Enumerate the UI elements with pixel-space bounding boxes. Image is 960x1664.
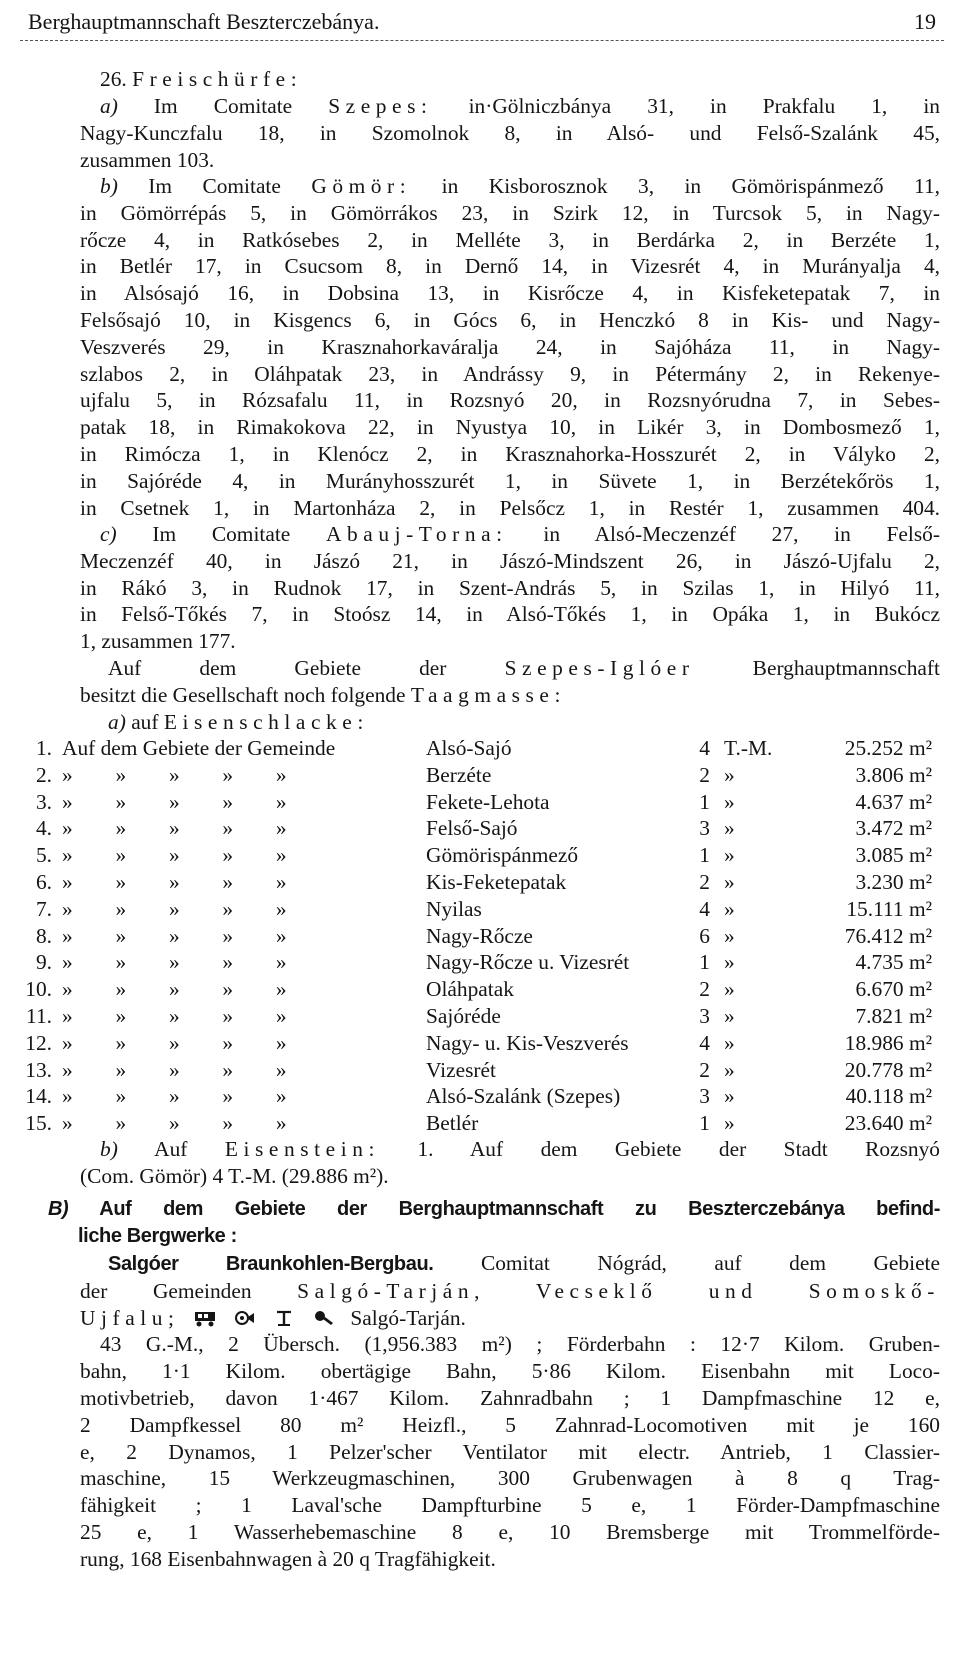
- table-cell-area: 3.230 m²: [855, 870, 932, 894]
- table-cell-num: 13.: [25, 1057, 52, 1082]
- table-cell-area: 15.111 m²: [846, 896, 932, 921]
- telephone-icon: [311, 1307, 335, 1325]
- table-cell-area: 25.252 m²: [844, 736, 932, 760]
- table-row: [0, 789, 960, 816]
- table-cell-num: 4.: [35, 816, 52, 841]
- table-cell-num: 3.: [35, 789, 52, 814]
- table-row: [0, 949, 960, 976]
- section-26-heading: 26. Freischürfe:: [100, 67, 303, 91]
- table-cell-pre: » » » » »: [62, 923, 287, 948]
- salgo-line: motivbetrieb, davon 1·467 Kilom. Zahnradbahn ; 1 Dampfmaschine 12 e,: [80, 1385, 940, 1410]
- table-cell-pre: » » » » »: [62, 1057, 287, 1082]
- table-cell-pre: » » » » »: [62, 870, 287, 894]
- table-cell-count: 6: [699, 923, 710, 948]
- table-cell-count: 4: [699, 736, 710, 760]
- table-cell-area: 4.735 m²: [855, 950, 932, 975]
- table-cell-unit: »: [724, 870, 735, 894]
- table-cell-place: Nagy-Rőcze u. Vizesrét: [426, 950, 630, 975]
- salgo-line: e, 2 Dynamos, 1 Pelzer'scher Ventilator mit electr. Antrieb, 1 Classier-: [80, 1439, 940, 1464]
- table-row: [0, 1110, 960, 1137]
- table-cell-area: 3.806 m²: [855, 762, 932, 787]
- table-cell-num: 7.: [35, 896, 52, 921]
- table-row: [0, 735, 960, 762]
- table-cell-num: 1.: [35, 736, 52, 760]
- table-cell-num: 12.: [25, 1030, 52, 1055]
- paragraph-auf-line: Auf dem Gebiete der Szepes-Iglóer Berghauptmannschaft: [108, 656, 940, 680]
- table-cell-place: Oláhpatak: [426, 977, 514, 1002]
- table-cell-area: 18.986 m²: [844, 1030, 932, 1055]
- paragraph-a: [80, 93, 940, 173]
- table-cell-unit: »: [724, 1004, 735, 1028]
- paragraph-b-line: Felsősajó 10, in Kisgencs 6, in Gócs 6, in Henczkó 8 in Kis- und Nagy-: [80, 307, 940, 332]
- table-cell-area: 23.640 m²: [844, 1111, 932, 1136]
- table-cell-num: 8.: [35, 923, 52, 948]
- paragraph-b: [80, 173, 940, 521]
- paragraph-b-line: rőcze 4, in Ratkósebes 2, in Melléte 3, in Berdárka 2, in Berzéte 1,: [80, 227, 940, 252]
- salgo-line: fähigkeit ; 1 Laval'sche Dampfturbine 5 e, 1 Förder-Dampfmaschine: [80, 1493, 940, 1518]
- section-b-heading: [48, 1196, 940, 1250]
- table-cell-area: 40.118 m²: [845, 1084, 932, 1109]
- table-cell-count: 1: [699, 843, 710, 868]
- table-cell-pre: » » » » »: [62, 1030, 287, 1055]
- table-row: [0, 869, 960, 896]
- salgo-line: rung, 168 Eisenbahnwagen à 20 q Tragfähigkeit.: [80, 1546, 496, 1571]
- table-cell-num: 6.: [35, 870, 52, 894]
- table-cell-pre: » » » » »: [62, 1004, 287, 1028]
- table-cell-unit: »: [724, 923, 735, 948]
- table-cell-unit: T.-M.: [724, 736, 773, 760]
- table-cell-unit: »: [724, 896, 735, 921]
- paragraph-c-line: c) Im Comitate Abauj-Torna: in Alsó-Meczenzéf 27, in Felső-: [100, 522, 940, 546]
- table-cell-place: Alsó-Szalánk (Szepes): [426, 1084, 621, 1109]
- table-cell-area: 7.821 m²: [855, 1004, 932, 1028]
- header-rule: [20, 40, 944, 41]
- salgo-line: Ujfalu; Salgó-Tarján.: [80, 1305, 466, 1330]
- table-row: [0, 923, 960, 950]
- header-title: Berghauptmannschaft Beszterczebánya.: [28, 9, 380, 34]
- paragraph-b-line: in Csetnek 1, in Martonháza 2, in Pelsőcz 1, in Restér 1, zusammen 404.: [80, 495, 940, 520]
- table-a-heading: a) auf Eisenschlacke:: [108, 710, 369, 734]
- salgo-line: 43 G.-M., 2 Übersch. (1,956.383 m²) ; Förderbahn : 12·7 Kilom. Gruben-: [100, 1332, 940, 1357]
- table-cell-unit: »: [724, 843, 735, 868]
- table-row: [0, 1003, 960, 1030]
- company-name: Salgóer Braunkohlen-Bergbau.: [108, 1253, 434, 1275]
- table-cell-place: Kis-Feketepatak: [426, 870, 567, 894]
- table-cell-place: Nyilas: [426, 896, 482, 921]
- table-cell-place: Felső-Sajó: [426, 816, 518, 841]
- paragraph-b-line: in Rimócza 1, in Klenócz 2, in Krasznahorka-Hosszurét 2, in Vályko 2,: [80, 441, 940, 466]
- table-cell-pre: » » » » »: [62, 977, 287, 1002]
- table-cell-unit: »: [724, 762, 735, 787]
- table-cell-count: 2: [699, 870, 710, 894]
- table-row: [0, 1030, 960, 1057]
- table-cell-place: Fekete-Lehota: [426, 789, 550, 814]
- telegraph-icon: [272, 1307, 296, 1325]
- table-cell-count: 1: [699, 950, 710, 975]
- table-row: [0, 842, 960, 869]
- paragraph-a-line: Nagy-Kunczfalu 18, in Szomolnok 8, in Alsó- und Felső-Szalánk 45,: [80, 120, 940, 145]
- table-cell-num: 11.: [26, 1004, 52, 1028]
- table-cell-count: 3: [699, 1004, 710, 1028]
- paragraph-auf-line: besitzt die Gesellschaft noch folgende Taagmasse:: [80, 682, 566, 707]
- paragraph-c-line: in Rákó 3, in Rudnok 17, in Szent-András 5, in Szilas 1, in Hilyó 11,: [80, 575, 940, 600]
- table-cell-unit: »: [724, 1057, 735, 1082]
- running-header: [20, 8, 940, 38]
- table-cell-count: 1: [699, 1111, 710, 1136]
- salgo-line: maschine, 15 Werkzeugmaschinen, 300 Grubenwagen à 8 q Trag-: [80, 1466, 940, 1491]
- table-cell-pre: » » » » »: [62, 789, 287, 814]
- paragraph-c-line: 1, zusammen 177.: [80, 629, 236, 654]
- paragraph-auf: [80, 655, 940, 709]
- table-cell-unit: »: [724, 1111, 735, 1136]
- table-cell-num: 15.: [25, 1111, 52, 1136]
- table-cell-num: 2.: [35, 762, 52, 787]
- table-cell-count: 2: [699, 977, 710, 1002]
- table-cell-pre: Auf dem Gebiete der Gemeinde: [62, 736, 336, 760]
- paragraph-c-line: Meczenzéf 40, in Jászó 21, in Jászó-Mindszent 26, in Jászó-Ujfalu 2,: [80, 548, 940, 573]
- salgo-paragraph: [80, 1250, 940, 1573]
- table-cell-count: 1: [699, 789, 710, 814]
- railway-icon: [193, 1307, 217, 1325]
- table-cell-pre: » » » » »: [62, 1111, 287, 1136]
- table-row: [0, 1083, 960, 1110]
- paragraph-b-line: szlabos 2, in Oláhpatak 23, in Andrássy 9, in Pétermány 2, in Rekenye-: [80, 361, 940, 386]
- table-cell-num: 9.: [35, 950, 52, 975]
- table-cell-count: 4: [699, 1030, 710, 1055]
- table-cell-place: Vizesrét: [426, 1057, 496, 1082]
- table-cell-pre: » » » » »: [62, 816, 287, 841]
- table-row: [0, 896, 960, 923]
- table-cell-place: Betlér: [426, 1111, 479, 1136]
- paragraph-b-line: in Gömörrépás 5, in Gömörrákos 23, in Szirk 12, in Turcsok 5, in Nagy-: [80, 200, 940, 225]
- salgo-line: 25 e, 1 Wasserhebemaschine 8 e, 10 Bremsberge mit Trommelförde-: [80, 1519, 940, 1544]
- table-cell-count: 2: [699, 762, 710, 787]
- table-cell-count: 2: [699, 1057, 710, 1082]
- salgo-line: der Gemeinden Salgó-Tarján, Vecseklő und Somoskő-: [80, 1278, 940, 1303]
- paragraph-c-line: in Felső-Tőkés 7, in Stoósz 14, in Alsó-Tőkés 1, in Opáka 1, in Bukócz: [80, 602, 940, 627]
- table-cell-place: Gömörispánmező: [426, 843, 579, 868]
- table-cell-pre: » » » » »: [62, 843, 287, 868]
- table-row: [0, 815, 960, 842]
- paragraph-eisenstein-line: (Com. Gömör) 4 T.-M. (29.886 m²).: [80, 1163, 389, 1188]
- paragraph-b-line: ujfalu 5, in Rózsafalu 11, in Rozsnyó 20, in Rozsnyórudna 7, in Sebes-: [80, 388, 940, 413]
- paragraph-b-line: b) Im Comitate Gömör: in Kisborosznok 3, in Gömörispánmező 11,: [100, 174, 940, 198]
- salgo-line: 2 Dampfkessel 80 m² Heizfl., 5 Zahnrad-Locomotiven mit je 160: [80, 1412, 940, 1437]
- paragraph-b-line: Veszverés 29, in Krasznahorkaváralja 24, in Sajóháza 11, in Nagy-: [80, 334, 940, 359]
- table-cell-area: 3.085 m²: [855, 843, 932, 868]
- table-cell-pre: » » » » »: [62, 1084, 287, 1109]
- paragraph-b-line: patak 18, in Rimakokova 22, in Nyustya 10, in Likér 3, in Dombosmező 1,: [80, 415, 940, 440]
- table-cell-pre: » » » » »: [62, 762, 287, 787]
- table-row: [0, 976, 960, 1003]
- paragraph-b-line: in Alsósajó 16, in Dobsina 13, in Kisrőcze 4, in Kisfeketepatak 7, in: [80, 281, 940, 306]
- table-cell-count: 3: [699, 816, 710, 841]
- page-number: 19: [914, 9, 936, 34]
- salgo-line: Salgóer Braunkohlen-Bergbau. Comitat Nógrád, auf dem Gebiete: [108, 1251, 940, 1275]
- table-cell-area: 6.670 m²: [855, 977, 932, 1002]
- table-cell-unit: »: [724, 950, 735, 975]
- table-cell-num: 5.: [35, 843, 52, 868]
- paragraph-eisenstein-line: b) Auf Eisenstein: 1. Auf dem Gebiete der Stadt Rozsnyó: [100, 1137, 940, 1161]
- table-cell-unit: »: [724, 816, 735, 841]
- table-cell-place: Alsó-Sajó: [426, 736, 512, 760]
- paragraph-a-line: zusammen 103.: [80, 147, 215, 172]
- table-cell-count: 3: [699, 1084, 710, 1109]
- table-cell-pre: » » » » »: [62, 896, 287, 921]
- table-cell-unit: »: [724, 977, 735, 1002]
- paragraph-c: [80, 521, 940, 655]
- table-cell-place: Sajóréde: [426, 1004, 501, 1028]
- table-cell-num: 14.: [25, 1084, 52, 1109]
- paragraph-eisenstein: [80, 1136, 940, 1190]
- table-cell-area: 20.778 m²: [844, 1057, 932, 1082]
- table-cell-place: Nagy- u. Kis-Veszverés: [426, 1030, 629, 1055]
- table-cell-pre: » » » » »: [62, 950, 287, 975]
- table-cell-unit: »: [724, 1084, 735, 1109]
- paragraph-a-line: a) Im Comitate Szepes: in·Gölniczbánya 31, in Prakfalu 1, in: [100, 94, 940, 118]
- paragraph-b-line: in Betlér 17, in Csucsom 8, in Dernő 14, in Vizesrét 4, in Murányalja 4,: [80, 254, 940, 279]
- table-row: [0, 762, 960, 789]
- table-row: [0, 1057, 960, 1084]
- salgo-line: bahn, 1·1 Kilom. obertägige Bahn, 5·86 Kilom. Eisenbahn mit Loco-: [80, 1359, 940, 1384]
- table-cell-area: 76.412 m²: [844, 923, 932, 948]
- table-cell-unit: »: [724, 1030, 735, 1055]
- section-b-heading-line: B) Auf dem Gebiete der Berghauptmannschaft zu Beszterczebánya befind-: [48, 1198, 940, 1220]
- table-cell-area: 3.472 m²: [855, 816, 932, 841]
- table-cell-place: Nagy-Rőcze: [426, 923, 533, 948]
- table-cell-area: 4.637 m²: [855, 789, 932, 814]
- table-cell-unit: »: [724, 789, 735, 814]
- table-cell-count: 4: [699, 896, 710, 921]
- paragraph-b-line: in Sajóréde 4, in Murányhosszurét 1, in Süvete 1, in Berzétekőrös 1,: [80, 468, 940, 493]
- table-cell-place: Berzéte: [426, 762, 492, 787]
- section-26-text: [100, 66, 940, 93]
- postal-horn-icon: [232, 1307, 256, 1325]
- section-b-heading-line: liche Bergwerke :: [78, 1224, 237, 1247]
- table-cell-num: 10.: [25, 977, 52, 1002]
